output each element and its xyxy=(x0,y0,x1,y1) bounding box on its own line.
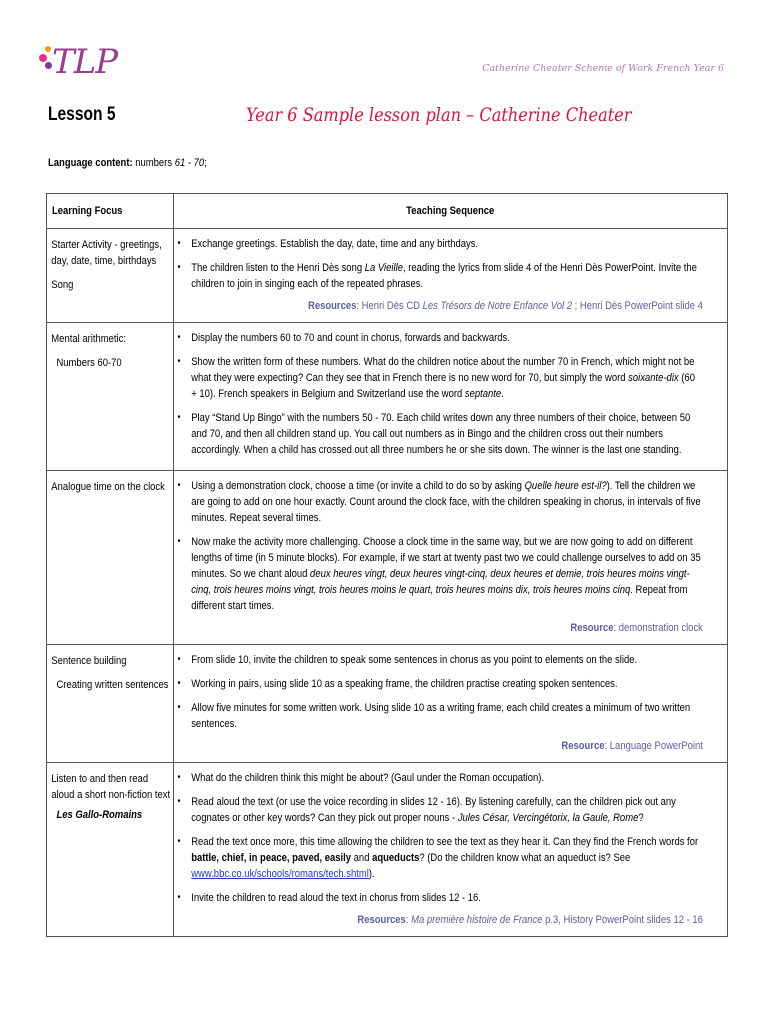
list-item: • Using a demonstration clock, choose a time (or invite a child to do so by asking Quelle heure est-il?). Tell the children we are going to add on one hour exactly. Count around the clock face, with the children speaking in chorus, in intervals of five minutes. Repeat several times. xyxy=(174,478,703,526)
language-content-prefix: numbers xyxy=(135,157,175,169)
list-item: • Play “Stand Up Bingo” with the numbers 50 - 70. Each child writes down any three numbers of their choice, between 50 and 70, and then all children stand up. You call out numbers as in Bingo and the children cross out their numbers accordingly. When a child has crossed out all three numbers he or she sits down. The winner is the last one standing. xyxy=(174,410,703,458)
list-item: • Display the numbers 60 to 70 and count in chorus, forwards and backwards. xyxy=(174,330,703,346)
logo-text: TLP xyxy=(52,42,118,82)
learning-focus-cell xyxy=(47,471,174,645)
resources-line: Resources: Henri Dès CD Les Trésors de Notre Enfance Vol 2 ; Henri Dès PowerPoint slide 4 xyxy=(307,300,703,312)
teaching-sequence-cell xyxy=(174,323,728,471)
header-teaching-sequence: Teaching Sequence xyxy=(174,194,728,229)
logo-dot-purple xyxy=(45,62,52,69)
learning-focus-cell xyxy=(47,645,174,763)
focus-text: Creating written sentences xyxy=(56,679,169,691)
focus-text: Analogue time on the clock xyxy=(51,481,165,493)
list-item: • From slide 10, invite the children to speak some sentences in chorus as you point to elements on the slide. xyxy=(174,652,703,668)
focus-text: Listen to and then read aloud a short non-fiction text xyxy=(51,773,171,801)
teaching-sequence-cell xyxy=(174,229,728,323)
table-row xyxy=(47,645,728,763)
language-content-suffix: ; xyxy=(204,157,207,169)
focus-text: Sentence building xyxy=(51,655,127,667)
list-item: • Exchange greetings. Establish the day, date, time and any birthdays. xyxy=(174,236,703,252)
bbc-romans-link[interactable]: www.bbc.co.uk/schools/romans/tech.shtml xyxy=(191,868,369,880)
tlp-logo xyxy=(36,40,118,84)
table-row xyxy=(47,229,728,323)
teaching-sequence-cell xyxy=(174,763,728,937)
focus-text: Song xyxy=(51,279,74,291)
language-content-label: Language content: xyxy=(48,157,133,169)
logo-dot-orange xyxy=(45,46,51,52)
focus-text: Les Gallo-Romains xyxy=(56,809,143,821)
table-row xyxy=(47,471,728,645)
focus-text: Mental arithmetic: xyxy=(51,333,126,345)
learning-focus-cell xyxy=(47,323,174,471)
learning-focus-cell xyxy=(47,229,174,323)
table-row xyxy=(47,763,728,937)
list-item: • Show the written form of these numbers. What do the children notice about the number 70 in French, which might not be what they were expecting? Can they see that in French there is no new word for 70, but simply the word soixante-dix (60 + 10). French speakers in Belgium and Switzerland use the word septante. xyxy=(174,354,703,402)
learning-focus-cell xyxy=(47,763,174,937)
list-item: • Read aloud the text (or use the voice recording in slides 12 - 16). By listening carefully, can the children pick out any cognates or other key words? Can they pick out proper nouns - Jules César, Vercingétorix, la Gaule, Rome? xyxy=(174,794,703,826)
list-item: • Read the text once more, this time allowing the children to see the text as they hear it. Can they find the French words for battle, chief, in peace, paved, easily and aqueducts? (Do the children know what an aqueduct is? See www.bbc.co.uk/schools/romans/tech.shtml). xyxy=(174,834,703,882)
language-content xyxy=(48,157,207,169)
resources-line: Resource: demonstration clock xyxy=(570,622,703,634)
table-header-row xyxy=(47,194,728,229)
list-item: • Invite the children to read aloud the text in chorus from slides 12 - 16. xyxy=(174,890,703,906)
list-item: • The children listen to the Henri Dès song La Vieille, reading the lyrics from slide 4 of the Henri Dès PowerPoint. Invite the children to join in singing each of the repeated phrases. xyxy=(174,260,703,292)
table-row xyxy=(47,323,728,471)
teaching-sequence-cell xyxy=(174,471,728,645)
scheme-of-work-title: Catherine Cheater Scheme of Work French Year 6 xyxy=(482,63,724,74)
lesson-number: Lesson 5 xyxy=(48,104,116,125)
resources-line: Resource: Language PowerPoint xyxy=(561,740,703,752)
logo-dot-pink xyxy=(39,54,47,62)
lesson-plan-table xyxy=(46,193,728,937)
header-learning-focus: Learning Focus xyxy=(47,194,174,229)
language-content-range: 61 - 70 xyxy=(174,157,205,169)
list-item: • Now make the activity more challenging. Choose a clock time in the same way, but we are now going to add on different lengths of time (in 5 minute blocks). For example, if we start at twenty past two we could challenge ourselves to add on 35 minutes. So we chant aloud deux heures vingt, deux heures vingt-cinq, deux heures et demie, trois heures moins vingt-cinq, trois heures moins vingt, trois heures moins le quart, trois heures moins dix, trois heures moins cinq. Repeat from different start times. xyxy=(174,534,703,614)
resources-line: Resources: Ma première histoire de France p.3, History PowerPoint slides 12 - 16 xyxy=(357,914,703,926)
lesson-plan-title: Year 6 Sample lesson plan – Catherine Cheater xyxy=(246,104,632,126)
list-item: • Working in pairs, using slide 10 as a speaking frame, the children practise creating spoken sentences. xyxy=(174,676,703,692)
teaching-sequence-cell xyxy=(174,645,728,763)
focus-text: Numbers 60-70 xyxy=(56,357,122,369)
list-item: • What do the children think this might be about? (Gaul under the Roman occupation). xyxy=(174,770,703,786)
focus-text: Starter Activity - greetings, day, date, time, birthdays xyxy=(51,239,162,267)
list-item: • Allow five minutes for some written work. Using slide 10 as a writing frame, each child creates a minimum of two written sentences. xyxy=(174,700,703,732)
